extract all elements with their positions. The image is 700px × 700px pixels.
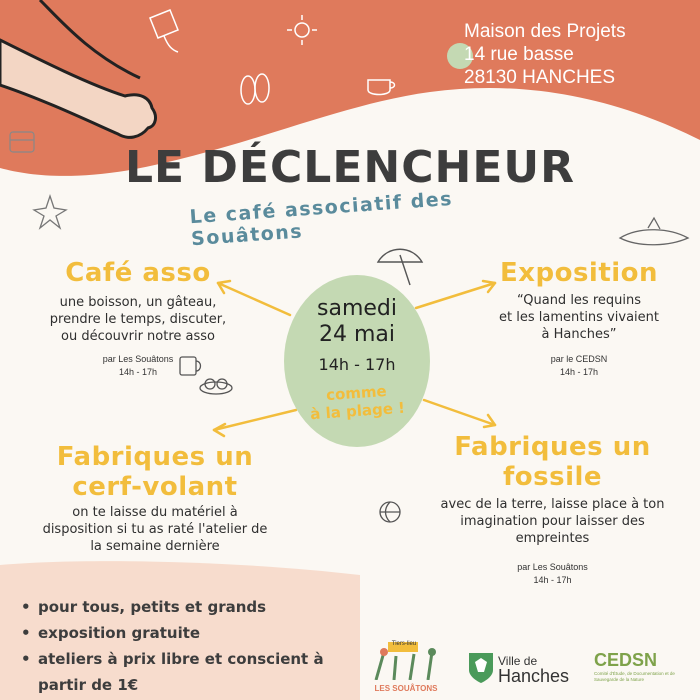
cedsn-name: CEDSN — [594, 650, 658, 670]
cedsn-subtitle: Comité d'Étude, de Documentation et de Sauvegarde de la Nature — [594, 671, 675, 682]
kite-line: disposition si tu as raté l'atelier de — [42, 522, 268, 537]
cafe-title: Café asso — [65, 258, 211, 288]
event-date — [284, 296, 430, 348]
cafe-line: prendre le temps, discuter, — [49, 312, 227, 327]
souatons-badge: Tiers-lieu — [391, 641, 417, 647]
souatons-name: LES SOUÂTONS — [374, 684, 438, 693]
hanches-shield-icon — [468, 652, 494, 684]
kite-title — [20, 442, 290, 502]
kite-line: on te laisse du matériel à — [72, 505, 238, 520]
cafe-line: une boisson, un gâteau, — [59, 295, 217, 310]
exposition-line: “Quand les requins — [516, 293, 642, 308]
ville-line2: Hanches — [498, 666, 570, 686]
fossil-title-line1: Fabriques un — [454, 432, 651, 462]
doodle-cookies — [200, 379, 232, 394]
kite-title-line1: Fabriques un — [56, 442, 254, 472]
exposition-title: Exposition — [499, 258, 659, 288]
doodle-starfish — [34, 196, 66, 228]
fossil-hours: 14h - 17h — [533, 575, 572, 585]
address-line2: 14 rue basse — [464, 44, 574, 65]
exposition-line: et les lamentins vivaient — [499, 310, 659, 325]
exposition-hours: 14h - 17h — [559, 367, 599, 377]
doodle-shark — [620, 218, 688, 245]
info-item: • pour tous, petits et grands — [18, 594, 348, 620]
info-item: • ateliers à prix libre et conscient à partir de 1€ — [18, 646, 348, 698]
cafe-by: par Les Souâtons — [102, 354, 174, 364]
info-item: • exposition gratuite — [18, 620, 348, 646]
kite-line: la semaine dernière — [90, 539, 220, 554]
fossil-text — [415, 496, 690, 547]
fossil-title — [415, 432, 690, 492]
ville-hanches-logo — [468, 650, 578, 690]
doodle-ball — [380, 502, 400, 522]
fossil-line: avec de la terre, laisse place à ton — [440, 497, 665, 512]
cafe-hours: 14h - 17h — [118, 367, 158, 377]
exposition-by: par le CEDSN — [550, 354, 608, 364]
ville-line1: Ville de — [498, 654, 538, 668]
fossil-line: imagination pour laisser des — [460, 514, 645, 529]
section-exposition — [464, 258, 694, 379]
exposition-line: à Hanches” — [541, 327, 617, 342]
section-fossil — [415, 432, 690, 587]
cafe-text — [18, 294, 258, 345]
kite-title-line2: cerf-volant — [72, 472, 238, 502]
info-list — [18, 594, 348, 698]
beach-line2: à la plage ! — [309, 398, 406, 424]
event-title: LE DÉCLENCHEUR — [125, 142, 575, 193]
souatons-logo — [370, 640, 442, 692]
cafe-line: ou découvrir notre asso — [61, 329, 215, 344]
fossil-title-line2: fossile — [502, 462, 603, 492]
section-kite — [20, 442, 290, 555]
address-line3: 28130 HANCHES — [464, 67, 616, 88]
event-day: samedi — [317, 296, 397, 321]
section-cafe — [18, 258, 258, 379]
exposition-text — [464, 292, 694, 343]
event-subtitle: Le café associatif des Souâtons — [188, 187, 454, 251]
fossil-line: empreintes — [515, 531, 590, 546]
kite-text — [20, 504, 290, 555]
event-hours: 14h - 17h — [318, 355, 396, 374]
beach-line1: comme — [325, 381, 388, 405]
cedsn-logo — [594, 650, 690, 683]
doodle-umbrella — [378, 249, 422, 285]
fossil-by: par Les Souâtons — [517, 562, 588, 572]
event-date-text: 24 mai — [318, 322, 395, 347]
address — [464, 20, 674, 89]
address-line1: Maison des Projets — [464, 21, 626, 42]
